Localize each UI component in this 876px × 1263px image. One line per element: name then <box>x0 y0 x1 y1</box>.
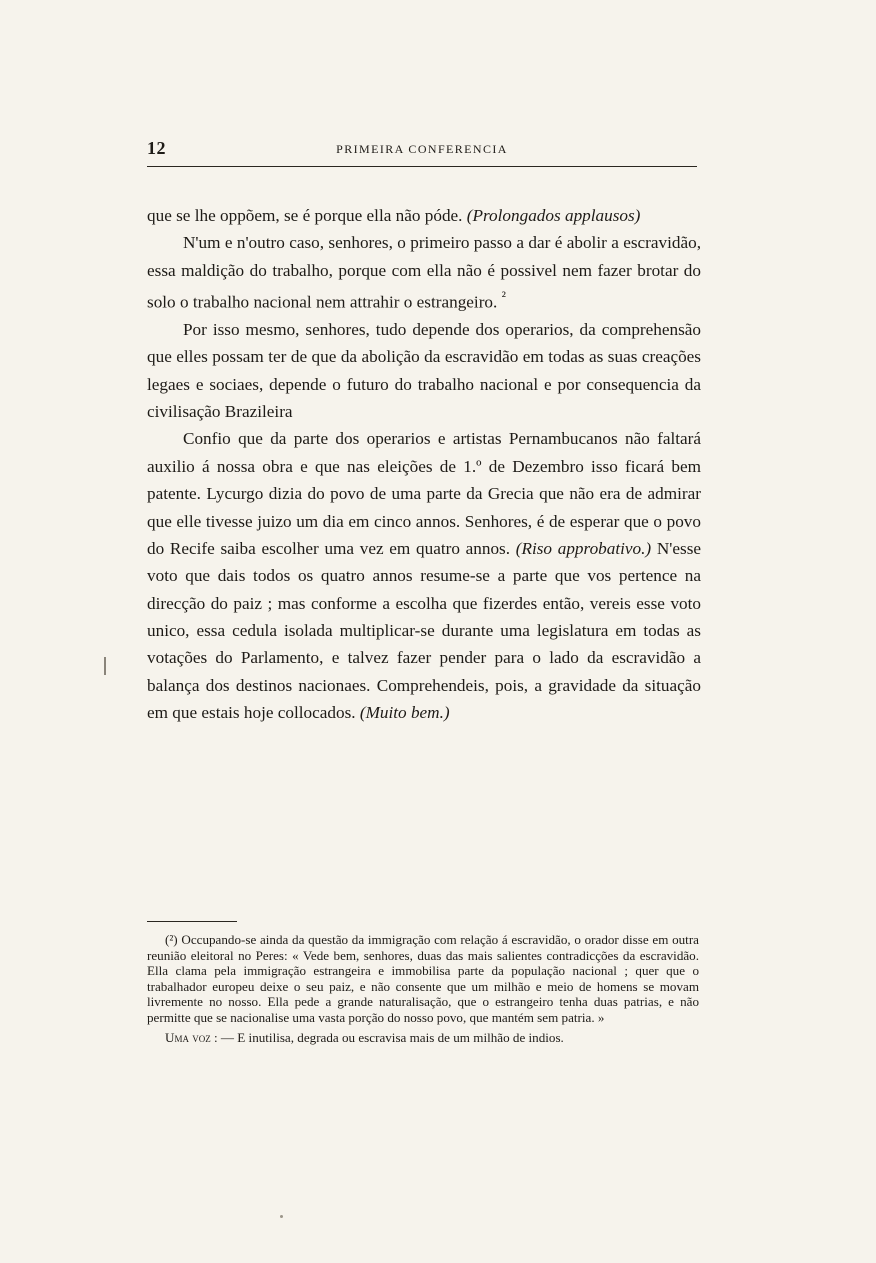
footnotes <box>147 932 699 1045</box>
margin-mark <box>104 657 106 675</box>
paragraph-4-text-a: Confio que da parte dos operarios e artistas Pernambucanos não faltará auxilio á nossa obra e que nas eleições de 1.º de Dezembro isso ficará bem patente. Lycurgo dizia do povo de uma parte da Grecia que não era de admirar que elle tivesse juizo um dia em cinco annos. Senhores, é de esperar que o povo do Recife saiba escolher uma vez em quatro annos. <box>147 429 701 558</box>
page-header <box>147 138 697 162</box>
page-number: 12 <box>147 138 166 158</box>
footnote-reply <box>147 1030 699 1046</box>
paragraph-4-text-b: N'esse voto que dais todos os quatro annos resume-se a parte que vos pertence na direcção do paiz ; mas conforme a escolha que fizerdes então, vereis esse voto unico, essa cedula isolada multiplicar-se durante uma legislatura em todas as votações do Parlamento, e talvez fazer pender para o lado da escravidão a balança dos destinos nacionaes. Comprehendeis, pois, a gravidade da situação em que estais hoje collocados. <box>147 538 702 722</box>
running-head: PRIMEIRA CONFERENCIA <box>336 142 508 156</box>
reply-text: : — E inutilisa, degrada ou escravisa mais de um milhão de indios. <box>210 1029 564 1045</box>
paragraph-3: Por isso mesmo, senhores, tudo depende dos operarios, da comprehensão que elles possam ter de que da abolição da escravidão em todas as suas creações legaes e sociaes, depende o futuro do trabalho nacional e por consequencia da civilisação Brazileira <box>147 320 701 422</box>
footnote-marker: (²) <box>165 932 178 947</box>
stage-direction-laughter: (Riso approbativo.) <box>515 538 652 558</box>
paragraph-2 <box>147 229 701 316</box>
footnote-reference: ² <box>501 289 506 306</box>
paragraph-1-text: que se lhe oppõem, se é porque ella não póde. <box>147 206 467 225</box>
paper-speck <box>280 1215 283 1218</box>
stage-direction-muito-bem: (Muito bem.) <box>359 702 450 722</box>
header-rule <box>147 166 697 167</box>
reply-speaker: Uma voz <box>165 1029 211 1045</box>
stage-direction-applause: (Prolongados applausos) <box>466 206 641 225</box>
body-text <box>147 202 701 726</box>
paragraph-1 <box>147 202 701 229</box>
paragraph-2-text: N'um e n'outro caso, senhores, o primeiro passo a dar é abolir a escravidão, essa maldição do trabalho, porque com ella não é possivel nem fazer brotar do solo o trabalho nacional nem attrahir o estrangeiro. <box>147 233 701 312</box>
footnote-rule <box>147 921 237 922</box>
footnote-text: Occupando-se ainda da questão da immigração com relação á escravidão, o orador disse em outra reunião eleitoral no Peres: « Vede bem, senhores, duas das mais salientes contradicções da escravidão. Ella clama pela immigração estrangeira e immobilisa parte da população nacional ; quer que o trabalhador europeu deixe o seu paiz, e não consente que um milhão e meio de homens se movam livremente no nosso. Ella pede a grande naturalisação, que o estrangeiro tenha duas patrias, e não permitte que se nacionalise uma vasta porção do nosso povo, que mantém sem patria. » <box>147 932 699 1025</box>
paragraph-4 <box>147 425 701 726</box>
footnote <box>147 932 699 1026</box>
